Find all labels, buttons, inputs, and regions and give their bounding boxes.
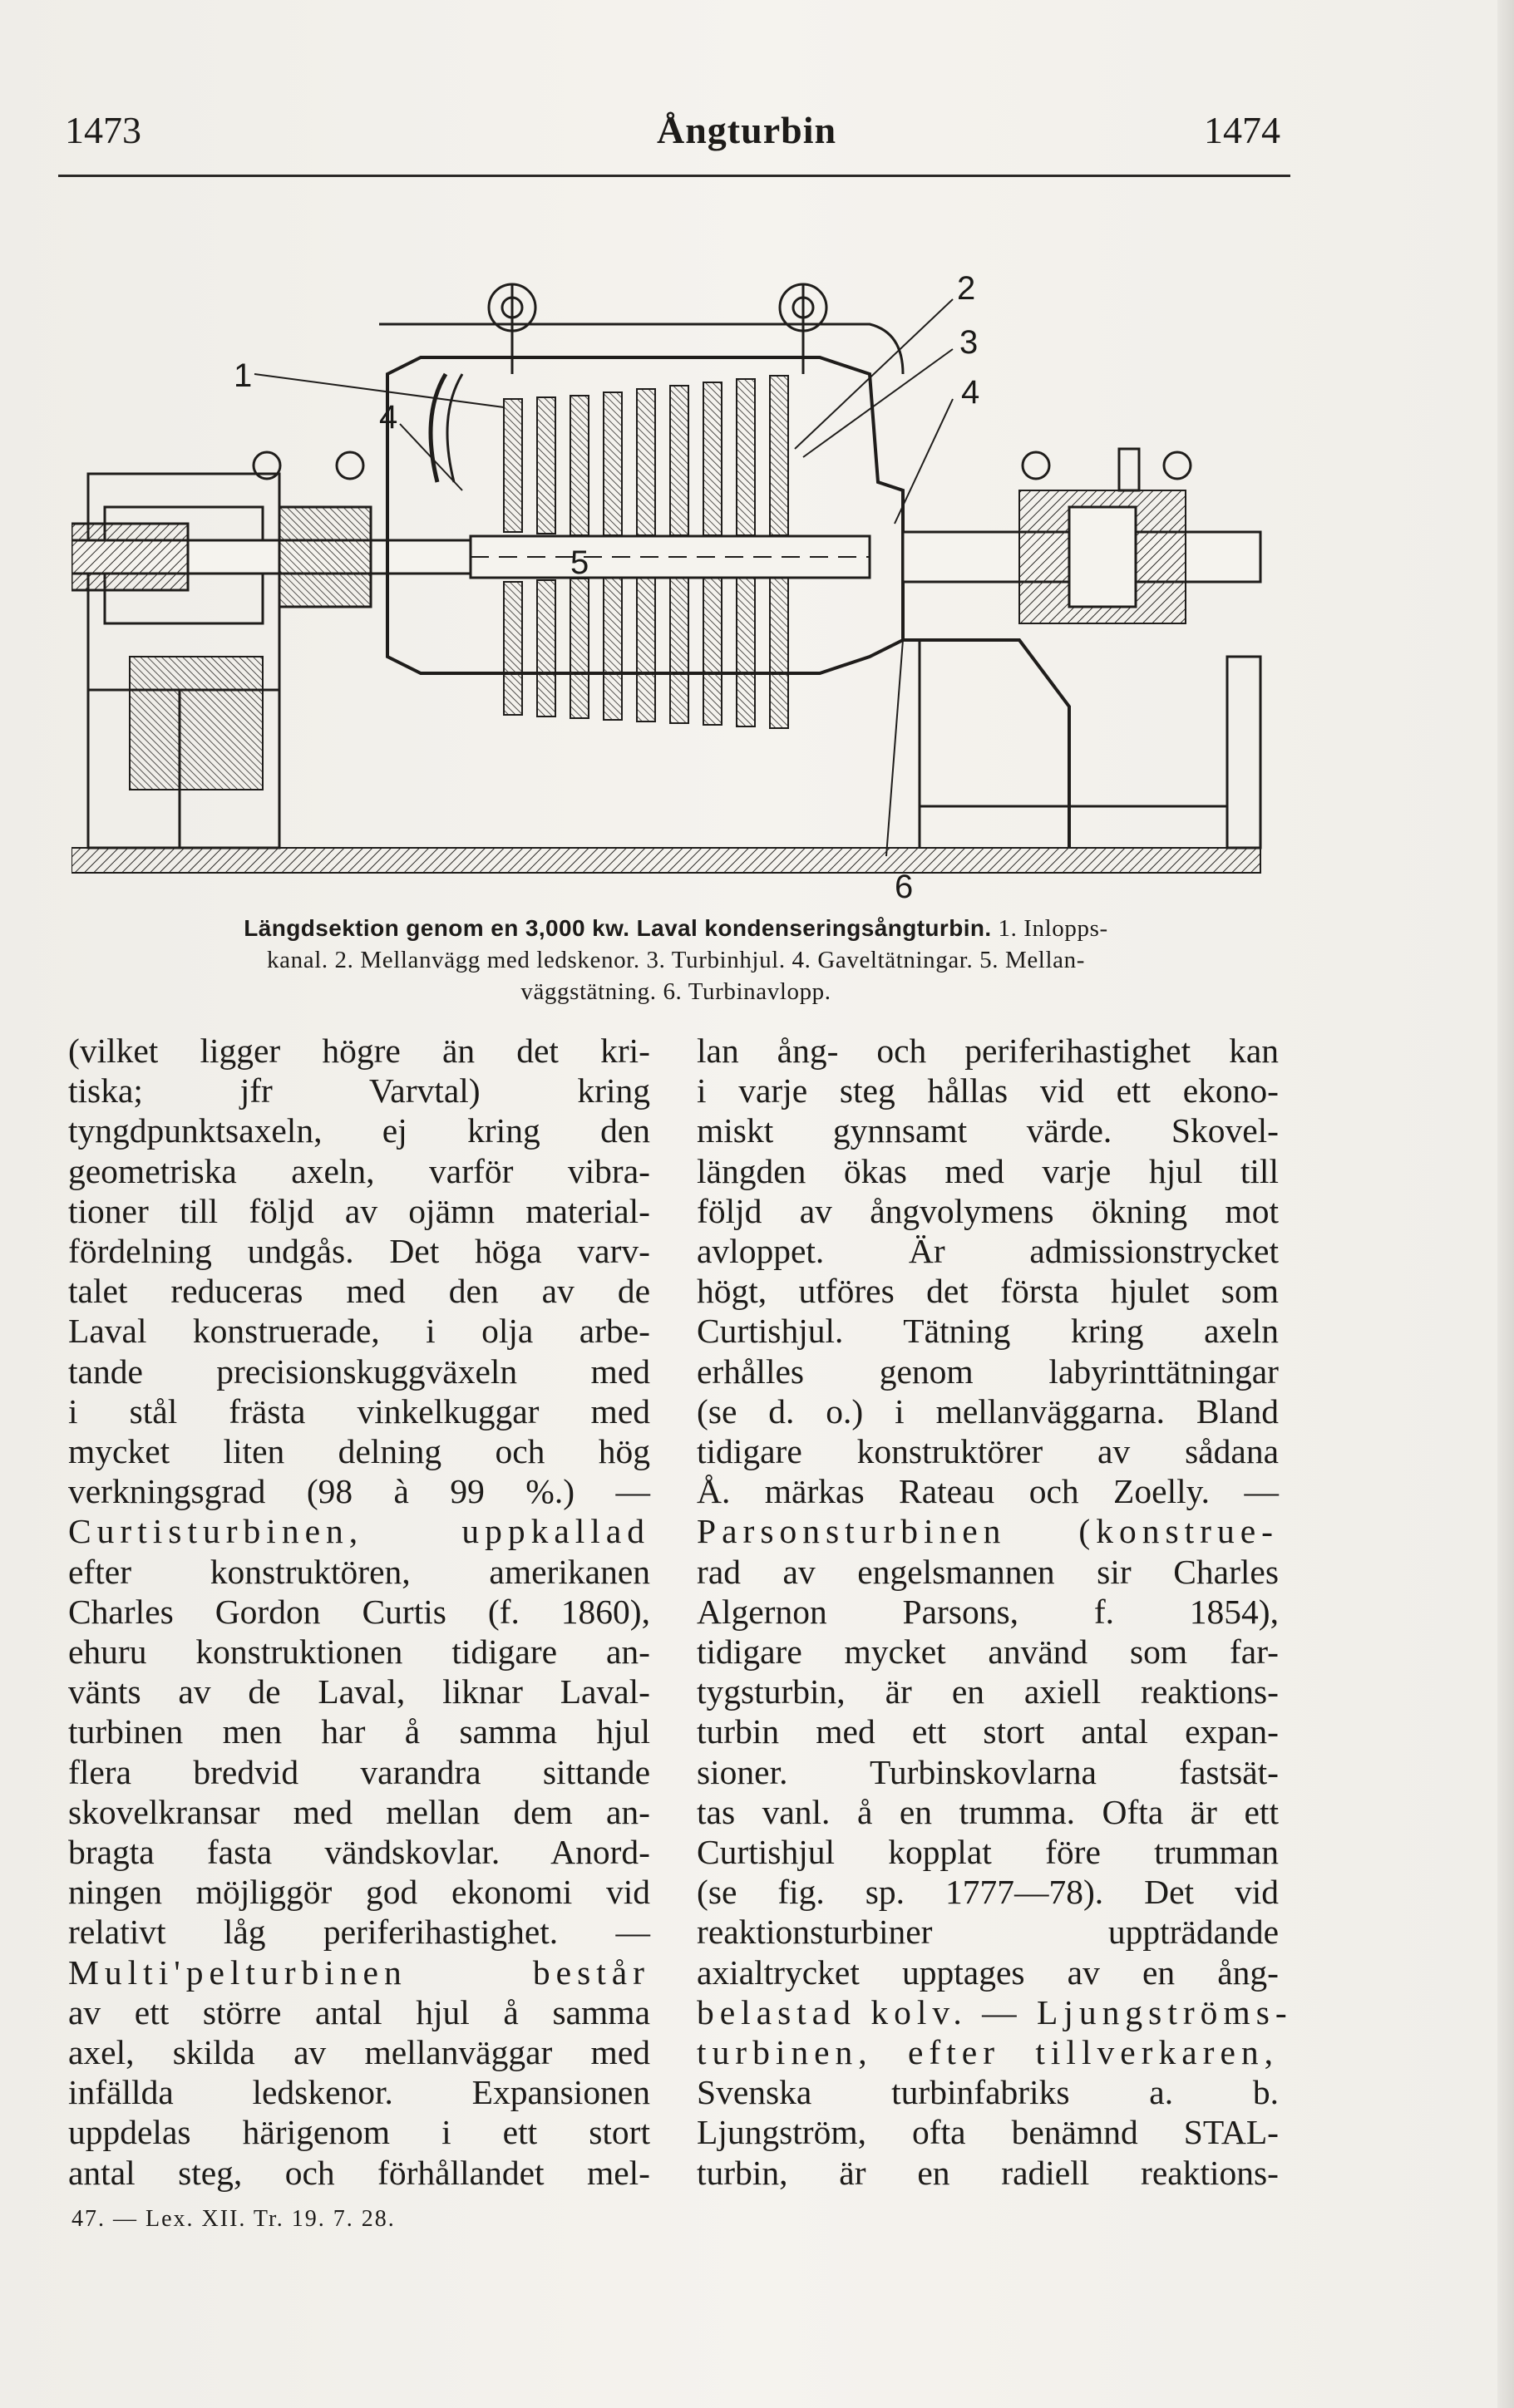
- caption-line1-rest: 1. Inlopps-: [998, 915, 1108, 942]
- text-line: Charles Gordon Curtis (f. 1860),: [68, 1592, 650, 1631]
- text-line: högt, utföres det första hjulet som: [697, 1272, 1279, 1311]
- text-line: lan ång- och periferihastighet kan: [697, 1032, 1279, 1070]
- label-5: 5: [570, 544, 589, 581]
- text-line: belastad kolv. — Ljungströms-: [697, 1992, 1293, 2031]
- text-line: axel, skilda av mellanväggar med: [68, 2033, 650, 2072]
- text-line: geometriska axeln, varför vibra-: [68, 1151, 650, 1190]
- text-line: ehuru konstruktionen tidigare an-: [68, 1632, 650, 1672]
- text-line: Multi'pelturbinen består: [68, 1952, 650, 1992]
- text-line: mycket liten delning och hög: [68, 1432, 650, 1471]
- text-line: tidigare konstruktörer av sådana: [697, 1432, 1279, 1471]
- label-4-right: 4: [961, 374, 980, 411]
- text-line: tygsturbin, är en axiell reaktions-: [697, 1672, 1279, 1711]
- text-line: Curtishjul. Tätning kring axeln: [697, 1312, 1279, 1351]
- text-line: flera bredvid varandra sittande: [68, 1752, 650, 1791]
- label-1: 1: [234, 357, 253, 394]
- text-line: tande precisionskuggväxeln med: [68, 1352, 650, 1391]
- text-line: ningen möjliggör god ekonomi vid: [68, 1873, 650, 1912]
- text-line: erhålles genom labyrinttätningar: [697, 1352, 1279, 1391]
- text-line: miskt gynnsamt värde. Skovel-: [697, 1111, 1279, 1150]
- left-page-number: 1473: [65, 109, 141, 151]
- text-line: Parsonsturbinen (konstrue-: [697, 1512, 1279, 1551]
- turbine-exhaust: [903, 640, 1069, 848]
- text-line: Algernon Parsons, f. 1854),: [697, 1592, 1279, 1631]
- text-line: (se fig. sp. 1777—78). Det vid: [697, 1873, 1279, 1912]
- printer-signature: 47. — Lex. XII. Tr. 19. 7. 28.: [72, 2206, 396, 2232]
- text-line: tyngdpunktsaxeln, ej kring den: [68, 1111, 650, 1150]
- text-line: turbin med ett stort antal expan-: [697, 1712, 1279, 1751]
- text-line: tidigare mycket använd som far-: [697, 1632, 1279, 1672]
- text-line: uppdelas härigenom i ett stort: [68, 2113, 650, 2152]
- left-column: [68, 1031, 650, 2193]
- text-line: verkningsgrad (98 à 99 %.) —: [68, 1472, 650, 1511]
- text-line: tioner till följd av ojämn material-: [68, 1191, 650, 1230]
- text-line: rad av engelsmannen sir Charles: [697, 1552, 1279, 1591]
- right-column: [697, 1031, 1293, 2193]
- text-line: i varje steg hållas vid ett ekono-: [697, 1071, 1279, 1110]
- text-line: antal steg, och förhållandet mel-: [68, 2153, 650, 2192]
- text-line: i stål frästa vinkelkuggar med: [68, 1391, 650, 1431]
- text-line: bragta fasta vändskovlar. Anord-: [68, 1833, 650, 1872]
- text-line: reaktionsturbiner uppträdande: [697, 1913, 1279, 1952]
- text-line: infällda ledskenor. Expansionen: [68, 2073, 650, 2112]
- text-line: tiska; jfr Varvtal) kring: [68, 1071, 650, 1110]
- text-line: Curtishjul kopplat före trumman: [697, 1833, 1279, 1872]
- text-line: relativt låg periferihastighet. —: [68, 1913, 650, 1952]
- page-edge: [1497, 0, 1514, 2408]
- label-3: 3: [959, 324, 979, 361]
- text-line: turbin, är en radiell reaktions-: [697, 2153, 1279, 2192]
- text-line: Å. märkas Rateau och Zoelly. —: [697, 1472, 1279, 1511]
- text-line: efter konstruktören, amerikanen: [68, 1552, 650, 1591]
- caption-line2: kanal. 2. Mellanvägg med ledskenor. 3. Turbinhjul. 4. Gaveltätningar. 5. Mellan-: [267, 947, 1085, 973]
- text-line: Svenska turbinfabriks a. b.: [697, 2073, 1279, 2112]
- label-4-left: 4: [379, 399, 398, 436]
- text-line: skovelkransar med mellan dem an-: [68, 1792, 650, 1831]
- text-line: längden ökas med varje hjul till: [697, 1151, 1279, 1190]
- text-line: talet reduceras med den av de: [68, 1272, 650, 1311]
- text-line: fördelning undgås. Det höga varv-: [68, 1232, 650, 1271]
- text-line: följd av ångvolymens ökning mot: [697, 1191, 1279, 1230]
- text-line: av ett större antal hjul å samma: [68, 1992, 650, 2031]
- text-line: tas vanl. å en trumma. Ofta är ett: [697, 1792, 1279, 1831]
- foundation: [72, 848, 1260, 873]
- text-line: turbinen, efter tillverkaren,: [697, 2033, 1279, 2072]
- text-line: axialtrycket upptages av en ång-: [697, 1952, 1279, 1992]
- caption-line3: väggstätning. 6. Turbinavlopp.: [520, 978, 831, 1005]
- label-6: 6: [895, 869, 914, 905]
- caption-title: Längdsektion genom en 3,000 kw. Laval kondenseringsångturbin.: [244, 915, 992, 941]
- text-line: Ljungström, ofta benämnd STAL-: [697, 2113, 1279, 2152]
- text-line: Curtisturbinen, uppkallad: [68, 1512, 650, 1551]
- text-line: turbinen men har å samma hjul: [68, 1712, 650, 1751]
- text-line: (vilket ligger högre än det kri-: [68, 1032, 650, 1070]
- text-line: vänts av de Laval, liknar Laval-: [68, 1672, 650, 1711]
- label-2: 2: [957, 270, 976, 307]
- text-line: sioner. Turbinskovlarna fastsät-: [697, 1752, 1279, 1791]
- running-title: Ångturbin: [657, 109, 837, 151]
- turbin-illustration: [72, 208, 1294, 914]
- text-line: (se d. o.) i mellanväggarna. Bland: [697, 1391, 1279, 1431]
- text-line: Laval konstruerade, i olja arbe-: [68, 1312, 650, 1351]
- right-page-number: 1474: [1204, 109, 1280, 151]
- header-rule: [58, 175, 1290, 177]
- text-line: avloppet. Är admissionstrycket: [697, 1232, 1279, 1271]
- figure-caption: [65, 913, 1287, 1007]
